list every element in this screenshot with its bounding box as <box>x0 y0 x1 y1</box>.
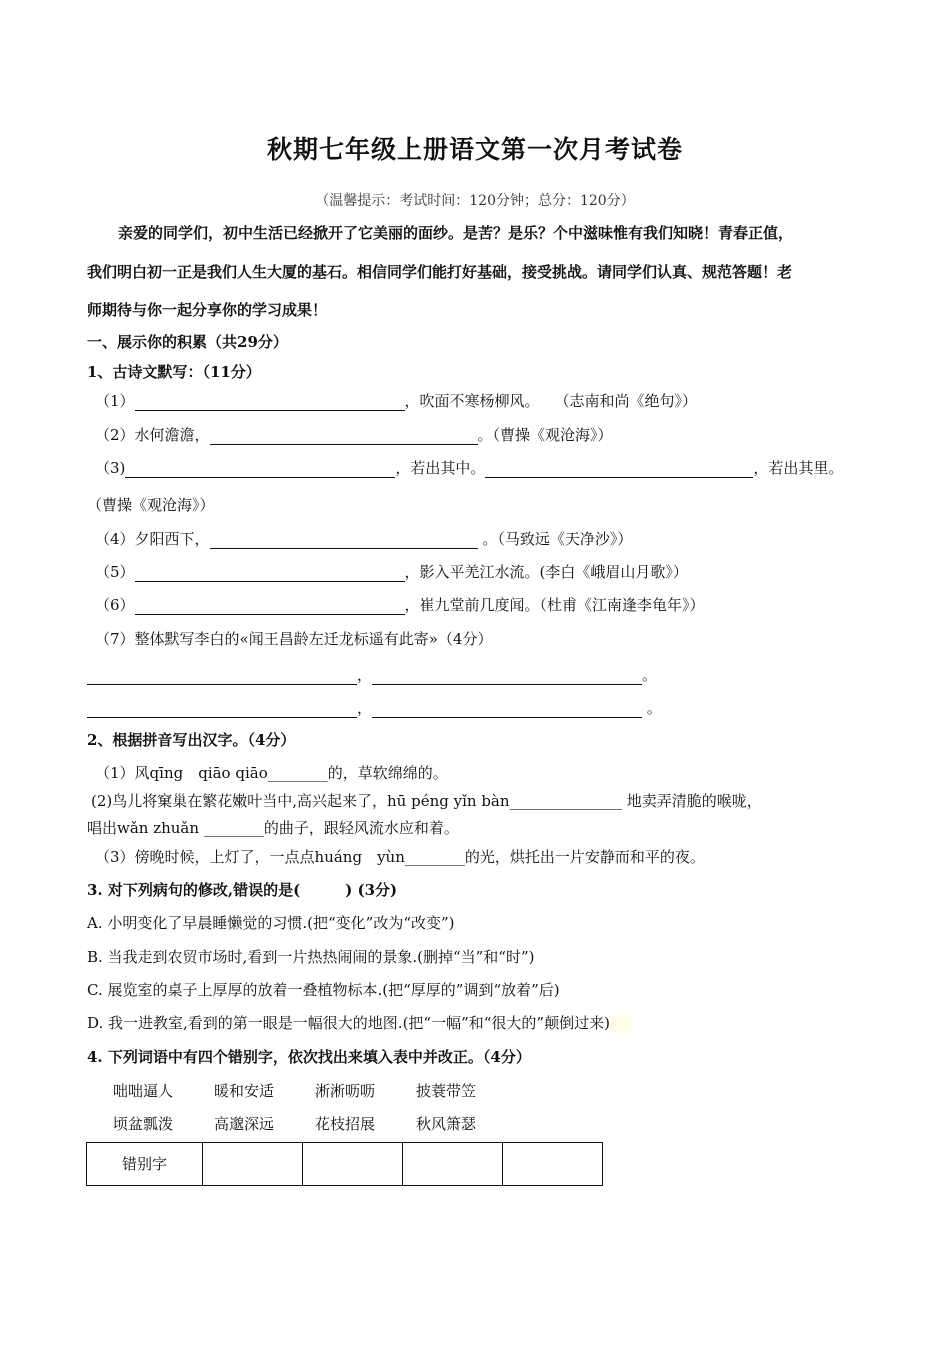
answer-blank[interactable] <box>485 460 753 478</box>
answer-cell[interactable] <box>503 1143 603 1186</box>
q3-option-c: C. 展览室的桌子上厚厚的放着一叠植物标本.(把“厚厚的”调到“放着”后) <box>87 981 560 999</box>
question-4-heading: 4. 下列词语中有四个错别字，依次找出来填入表中并改正。（4分） <box>87 1048 531 1066</box>
q3-option-a: A. 小明变化了早晨睡懒觉的习惯.(把“变化”改为“改变”) <box>87 914 455 932</box>
q4-word-row-1 <box>113 1080 517 1101</box>
answer-cell[interactable] <box>203 1143 303 1186</box>
q1-item-7-line-2: ， 。 <box>87 697 662 718</box>
table-label-cell: 错别字 <box>87 1143 203 1186</box>
answer-blank[interactable] <box>210 427 478 445</box>
word-item: 披蓑带笠 <box>416 1082 477 1100</box>
q1-item-2: （2）水何澹澹， 。（曹操《观沧海》） <box>95 426 613 444</box>
q1-item-7-line-1: ， 。 <box>87 664 657 685</box>
q3-option-b: B. 当我走到农贸市场时,看到一片热热闹闹的景象.(删掉“当”和“时”) <box>87 948 535 966</box>
word-item: 顷盆瓢泼 <box>113 1115 174 1133</box>
answer-cell[interactable] <box>403 1143 503 1186</box>
q2-item-1: （1）风qīng qiāo qiāo________的，草软绵绵的。 <box>95 764 448 782</box>
question-3-heading: 3. 对下列病句的修改,错误的是( ) (3分) <box>87 881 398 899</box>
q1-item-4: （4）夕阳西下， 。（马致远《天净沙》） <box>95 530 633 548</box>
q1-item-1: （1） ，吹面不寒杨柳风。 （志南和尚《绝句》） <box>95 392 698 410</box>
page-title: 秋期七年级上册语文第一次月考试卷 <box>266 135 683 164</box>
answer-table <box>86 1142 603 1186</box>
answer-blank[interactable] <box>135 597 405 615</box>
answer-blank[interactable] <box>210 531 478 549</box>
answer-blank[interactable]: ________ <box>404 848 465 866</box>
part-one-heading: 一、展示你的积累（共29分） <box>87 333 288 351</box>
table-row <box>87 1143 603 1186</box>
intro-line-1: 亲爱的同学们，初中生活已经掀开了它美丽的面纱。是苦？是乐？个中滋味惟有我们知晓！青春正值， <box>118 224 794 242</box>
q2-item-2: (2)鸟儿将窠巢在繁花嫩叶当中,高兴起来了，hū péng yǐn bàn_______________ 地卖弄清脆的喉咙， <box>91 792 762 810</box>
word-item: 花枝招展 <box>315 1115 376 1133</box>
q2-item-3: （3）傍晚时候，上灯了，一点点huáng yùn________的光，烘托出一片安静而和平的夜。 <box>95 848 705 866</box>
word-item: 淅淅呖呖 <box>315 1082 376 1100</box>
answer-blank[interactable]: ________ <box>267 764 328 782</box>
answer-blank[interactable]: _______________ <box>509 792 623 810</box>
word-item: 暖和安适 <box>214 1082 275 1100</box>
word-item: 咄咄逼人 <box>113 1082 174 1100</box>
word-item: 秋风箫瑟 <box>416 1115 477 1133</box>
answer-blank[interactable] <box>87 667 357 685</box>
answer-blank[interactable]: ________ <box>203 819 264 837</box>
q1-item-3: （3) ，若出其中。 ，若出其里。 <box>95 459 844 477</box>
intro-line-2: 我们明白初一正是我们人生大厦的基石。相信同学们能打好基础，接受挑战。请同学们认真、规范答题！老 <box>87 263 793 281</box>
word-item: 高邈深远 <box>214 1115 275 1133</box>
q1-item-3-source: （曹操《观沧海》） <box>87 496 215 514</box>
answer-blank[interactable] <box>372 667 642 685</box>
exam-hint: （温馨提示：考试时间：120分钟；总分：120分） <box>315 193 635 209</box>
q1-item-7: （7）整体默写李白的«闻王昌龄左迁龙标遥有此寄»（4分） <box>95 630 493 648</box>
q1-item-6: （6） ，崔九堂前几度闻。（杜甫《江南逢李龟年》） <box>95 596 705 614</box>
highlight-mark <box>610 1015 632 1033</box>
answer-cell[interactable] <box>303 1143 403 1186</box>
q4-word-row-2 <box>113 1113 517 1134</box>
intro-line-3: 师期待与你一起分享你的学习成果！ <box>87 301 328 319</box>
q2-item-2-cont: 唱出wǎn zhuǎn ________的曲子，跟轻风流水应和着。 <box>87 819 459 837</box>
q1-item-5: （5） ，影入平羌江水流。(李白《峨眉山月歌》） <box>95 563 688 581</box>
question-2-heading: 2、根据拼音写出汉字。（4分） <box>87 731 296 749</box>
answer-blank[interactable] <box>135 393 405 411</box>
answer-blank[interactable] <box>372 700 642 718</box>
answer-blank[interactable] <box>125 460 395 478</box>
answer-blank[interactable] <box>135 564 405 582</box>
q3-option-d: D. 我一进教室,看到的第一眼是一幅很大的地图.(把“一幅”和“很大的”颠倒过来) <box>87 1012 632 1033</box>
question-1-heading: 1、古诗文默写：（11分） <box>87 363 261 381</box>
answer-blank[interactable] <box>87 700 357 718</box>
